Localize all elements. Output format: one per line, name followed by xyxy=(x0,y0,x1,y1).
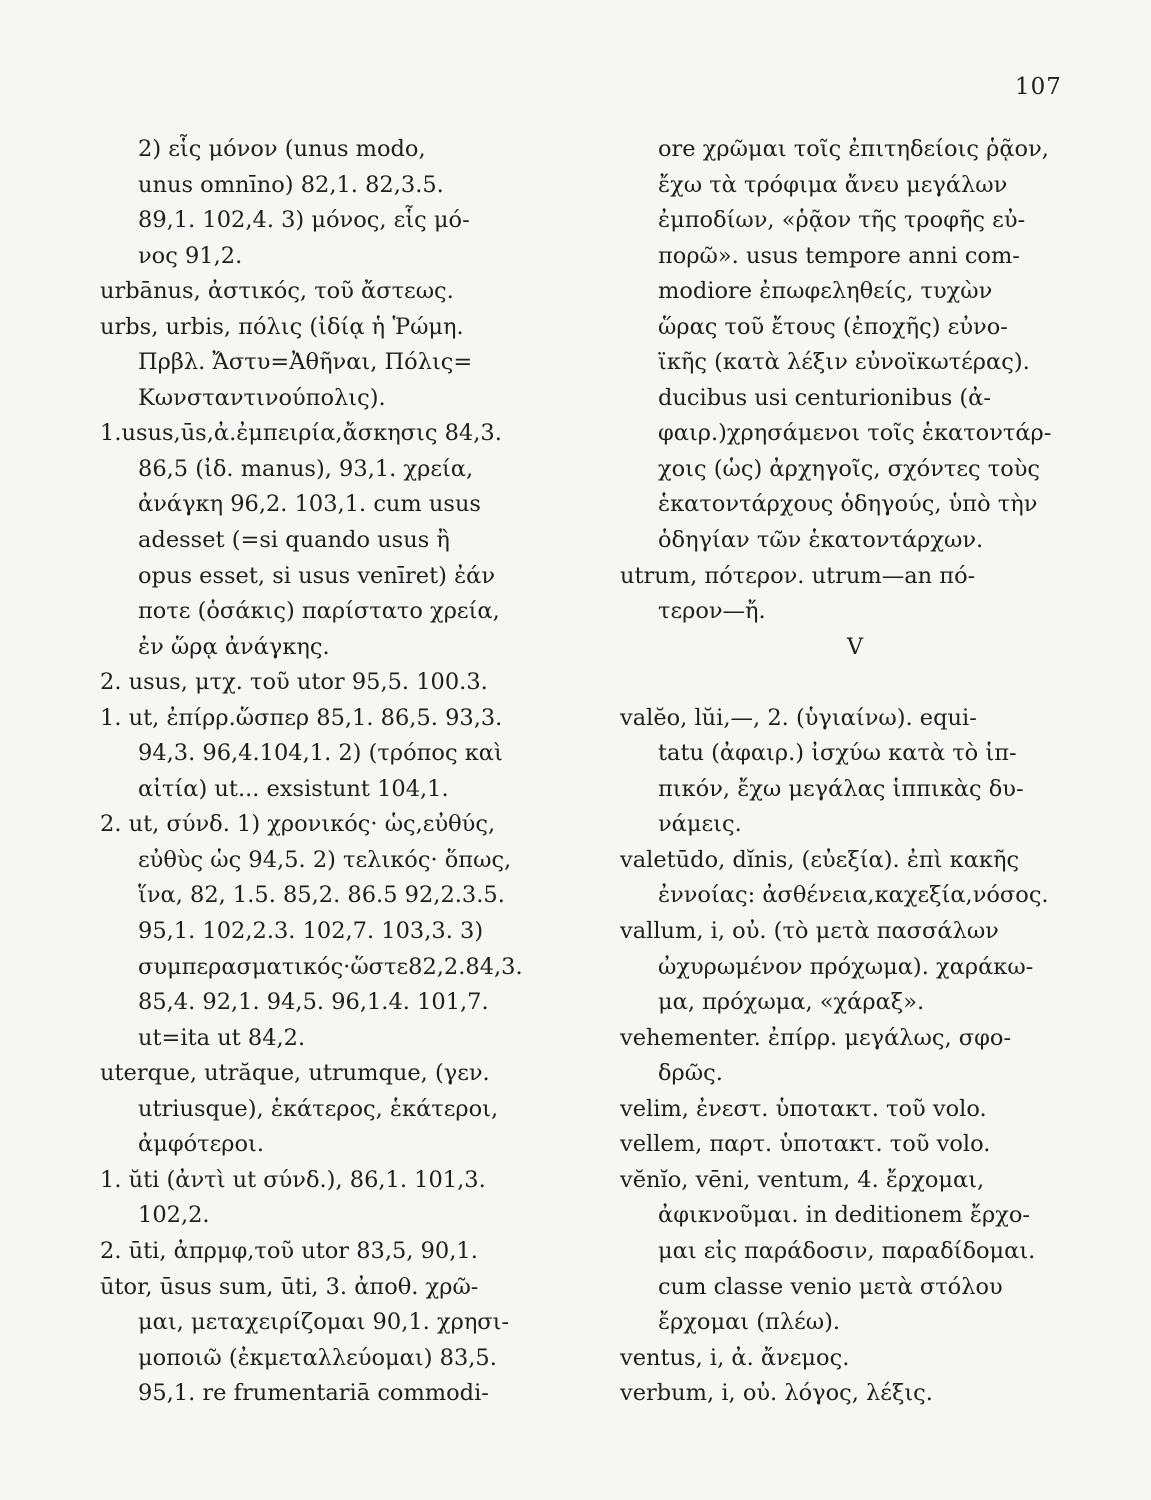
right-column-line: δρῶς. xyxy=(658,1060,723,1087)
left-column-line: ἀμφότεροι. xyxy=(138,1131,264,1158)
left-column-line: 1. ŭti (ἀντὶ ut σύνδ.), 86,1. 101,3. xyxy=(100,1166,486,1193)
right-column-line: μα, πρόχωμα, «χάραξ». xyxy=(658,989,925,1016)
left-column-line: adesset (=si quando usus ἢ xyxy=(138,527,450,554)
right-column-line: vĕnĭo, vēni, ventum, 4. ἔρχομαι, xyxy=(620,1166,985,1193)
left-column-line: 95,1. re frumentariā commodi- xyxy=(138,1380,489,1407)
right-column-line: ἔρχομαι (πλέω). xyxy=(658,1309,841,1336)
left-column-line: ut=ita ut 84,2. xyxy=(138,1024,306,1051)
left-column-line: 85,4. 92,1. 94,5. 96,1.4. 101,7. xyxy=(138,989,489,1016)
right-column-line: vehementer. ἐπίρρ. μεγάλως, σφο- xyxy=(620,1024,1012,1051)
right-column-line: vellem, παρτ. ὑποτακτ. τοῦ volo. xyxy=(620,1131,991,1158)
left-column-line: 95,1. 102,2.3. 102,7. 103,3. 3) xyxy=(138,918,484,945)
right-column-line: ἐμποδίων, «ῥᾷον τῆς τροφῆς εὐ- xyxy=(658,207,1026,234)
right-column-line: χοις (ὡς) ἀρχηγοῖς, σχόντες τοὺς xyxy=(658,455,1041,482)
right-column-line: velim, ἐνεστ. ὑποτακτ. τοῦ volo. xyxy=(620,1095,987,1122)
right-column-line: verbum, i, οὐ. λόγος, λέξις. xyxy=(620,1380,933,1407)
right-column-line: πορῶ». usus tempore anni com- xyxy=(658,242,1020,269)
left-column-line: μαι, μεταχειρίζομαι 90,1. χρησι- xyxy=(138,1309,510,1336)
right-column-line: vallum, i, οὐ. (τὸ μετὰ πασσάλων xyxy=(620,918,999,945)
right-column-line: V xyxy=(846,633,864,660)
left-column-line: 94,3. 96,4.104,1. 2) (τρόπος καὶ xyxy=(138,740,503,767)
right-column-line: φαιρ.)χρησάμενοι τοῖς ἑκατοντάρ- xyxy=(658,420,1052,447)
left-column-line: 89,1. 102,4. 3) μόνος, εἷς μό- xyxy=(138,207,470,234)
left-column-line: 1. ut, ἐπίρρ.ὥσπερ 85,1. 86,5. 93,3. xyxy=(100,704,503,731)
right-column-line: νάμεις. xyxy=(658,811,742,838)
left-column-line: Πρβλ. Ἄστυ=Ἀθῆναι, Πόλις= xyxy=(138,349,473,376)
left-column xyxy=(100,132,590,1412)
right-column-line: ἔχω τὰ τρόφιμα ἄνευ μεγάλων xyxy=(658,171,1008,198)
page-number: 107 xyxy=(1015,74,1062,100)
left-column-line: urbānus, ἀστικός, τοῦ ἄστεως. xyxy=(100,278,454,305)
left-column-line: 2. ūti, ἀπρμφ,τοῦ utor 83,5, 90,1. xyxy=(100,1237,478,1264)
left-column-line: ἵνα, 82, 1.5. 85,2. 86.5 92,2.3.5. xyxy=(138,882,505,909)
right-column-line: τερον—ἤ. xyxy=(658,598,766,625)
left-column-line: ποτε (ὁσάκις) παρίστατο χρεία, xyxy=(138,598,500,625)
right-column-line: ἐννοίας: ἀσθένεια,καχεξία,νόσος. xyxy=(658,882,1049,909)
left-column-line: ἐν ὥρᾳ ἀνάγκης. xyxy=(138,633,330,660)
left-column-line: 2. usus, μτχ. τοῦ utor 95,5. 100.3. xyxy=(100,669,488,696)
left-column-line: unus omnīno) 82,1. 82,3.5. xyxy=(138,171,444,198)
left-column-line: 2) εἷς μόνον (unus modo, xyxy=(138,136,426,162)
left-column-line: ἀνάγκη 96,2. 103,1. cum usus xyxy=(138,491,481,518)
right-column-line: ἑκατοντάρχους ὁδηγούς, ὑπὸ τὴν xyxy=(658,491,1038,518)
right-column-line xyxy=(620,665,1090,701)
right-column-line: ὁδηγίαν τῶν ἑκατοντάρχων. xyxy=(658,527,984,554)
right-column-line: cum classe venio μετὰ στόλου xyxy=(658,1273,1003,1300)
left-column-line: Κωνσταντινούπολις). xyxy=(138,384,386,411)
right-column-line: valĕo, lŭi,—, 2. (ὑγιαίνω). equi- xyxy=(620,704,977,731)
right-column-line: μαι εἰς παράδοσιν, παραδίδομαι. xyxy=(658,1237,1036,1264)
left-column-line: 1.usus,ūs,ἀ.ἐμπειρία,ἄσκησις 84,3. xyxy=(100,420,502,447)
right-column-line: ϊκῆς (κατὰ λέξιν εὐνοϊκωτέρας). xyxy=(658,349,1030,376)
left-column-line: opus esset, si usus venīret) ἐάν xyxy=(138,562,496,589)
left-column-line: νος 91,2. xyxy=(138,242,243,269)
right-column-line: valetūdo, dĭnis, (εὐεξία). ἐπὶ κακῆς xyxy=(620,846,1020,873)
right-column-line: ὠχυρωμένον πρόχωμα). χαράκω- xyxy=(658,953,1034,980)
right-column-line: ὥρας τοῦ ἔτους (ἐποχῆς) εὐνο- xyxy=(658,313,1008,340)
left-column-line: μοποιῶ (ἐκμεταλλεύομαι) 83,5. xyxy=(138,1344,497,1371)
right-column-line: ducibus usi centurionibus (ἀ- xyxy=(658,384,991,411)
right-column-line: ἀφικνοῦμαι. in deditionem ἔρχο- xyxy=(658,1202,1030,1229)
right-column-line: tatu (ἀφαιρ.) ἰσχύω κατὰ τὸ ἱπ- xyxy=(658,740,1017,767)
left-column-line: αἰτία) ut... exsistunt 104,1. xyxy=(138,775,449,802)
left-column-line: συμπερασματικός·ὥστε82,2.84,3. xyxy=(138,953,523,980)
left-column-line: 86,5 (ἰδ. manus), 93,1. χρεία, xyxy=(138,455,474,482)
left-column-line: uterque, utrăque, utrumque, (γεν. xyxy=(100,1060,490,1087)
right-column xyxy=(620,132,1090,1412)
right-column-line: ventus, i, ἀ. ἄνεμος. xyxy=(620,1344,850,1371)
left-column-line: urbs, urbis, πόλις (ἰδίᾳ ἡ Ῥώμη. xyxy=(100,313,464,340)
right-column-line: modiore ἐπωφεληθείς, τυχὼν xyxy=(658,278,993,305)
left-column-line: utriusque), ἑκάτερος, ἑκάτεροι, xyxy=(138,1095,499,1122)
left-column-line: ūtor, ūsus sum, ūti, 3. ἀποθ. χρῶ- xyxy=(100,1273,479,1300)
left-column-line: 2. ut, σύνδ. 1) χρονικός· ὡς,εὐθύς, xyxy=(100,811,496,838)
right-column-line: πικόν, ἔχω μεγάλας ἱππικὰς δυ- xyxy=(658,775,1024,802)
left-column-line: 102,2. xyxy=(138,1202,210,1229)
right-column-line: utrum, πότερον. utrum—an πό- xyxy=(620,562,976,589)
left-column-line: εὐθὺς ὡς 94,5. 2) τελικός· ὅπως, xyxy=(138,846,512,873)
right-column-line: ore χρῶμαι τοῖς ἐπιτηδείοις ῥᾷον, xyxy=(658,136,1049,162)
